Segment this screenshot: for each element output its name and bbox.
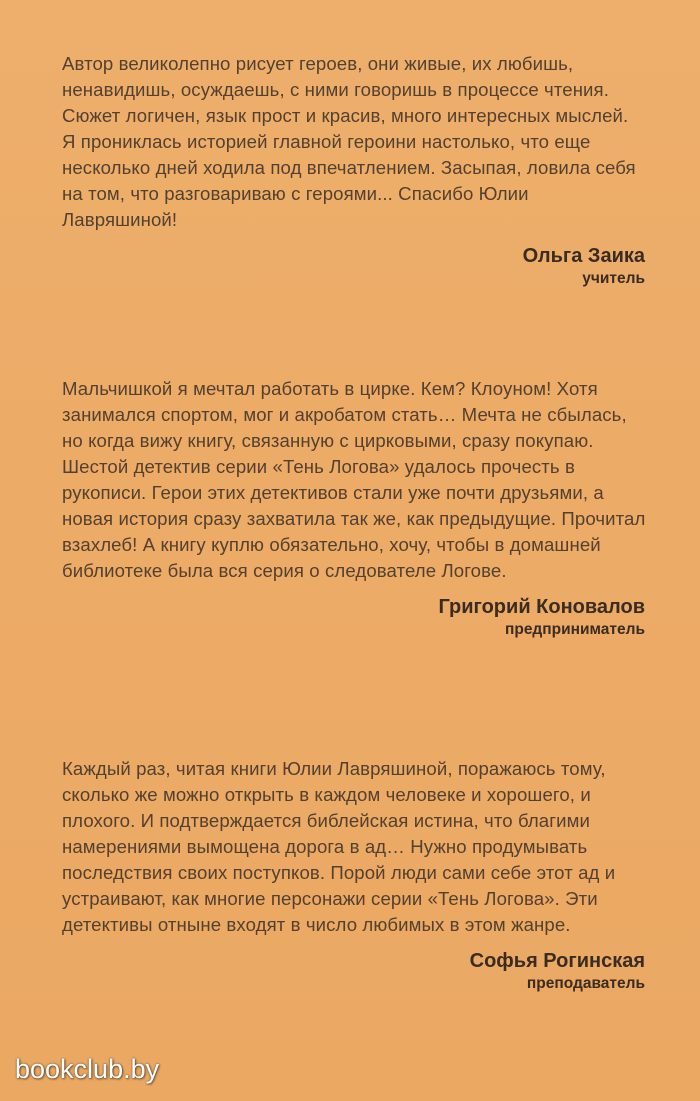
author-name: Софья Рогинская — [469, 950, 645, 972]
author-name: Ольга Заика — [522, 245, 645, 267]
author-role: учитель — [582, 270, 645, 287]
review-block — [62, 756, 647, 994]
review-block — [62, 51, 647, 289]
watermark-logo: bookclub.by — [15, 1054, 160, 1084]
review-signature — [62, 948, 647, 994]
review-text: Мальчишкой я мечтал работать в цирке. Кем? Клоуном! Хотя занимался спортом, мог и акробатом стать… Мечта не сбылась, но когда вижу книгу, связанную с цирковыми, сразу покупаю. Шестой детектив серии «Тень Логова» удалось прочесть в рукописи. Герои этих детективов стали уже почти друзьями, а новая история сразу захватила так же, как предыдущие. Прочитал взахлеб! А книгу куплю обязательно, хочу, чтобы в домашней библиотеке была вся серия о следователе Логове. — [62, 378, 646, 581]
review-text: Автор великолепно рисует героев, они живые, их любишь, ненавидишь, осуждаешь, с ними говоришь в процессе чтения. Сюжет логичен, язык прост и красив, много интересных мыслей. Я прониклась историей главной героини настолько, что еще несколько дней ходила под впечатлением. Засыпая, ловила себя на том, что разговариваю с героями... Спасибо Юлии Лавряшиной! — [62, 53, 636, 230]
author-role: предприниматель — [504, 621, 645, 638]
author-name: Григорий Коновалов — [438, 596, 645, 618]
review-signature — [62, 594, 647, 640]
review-text: Каждый раз, читая книги Юлии Лавряшиной, поражаюсь тому, сколько же можно открыть в каждом человеке и хорошего, и плохого. И подтверждается библейская истина, что благими намерениями вымощена дорога в ад… Нужно продумывать последствия своих поступков. Порой люди сами себе этот ад и устраивают, как многие персонажи серии «Тень Логова». Эти детективы отныне входят в число любимых в этом жанре. — [62, 758, 616, 935]
author-role: преподаватель — [526, 975, 645, 992]
review-block — [62, 376, 647, 640]
review-signature — [62, 243, 647, 289]
